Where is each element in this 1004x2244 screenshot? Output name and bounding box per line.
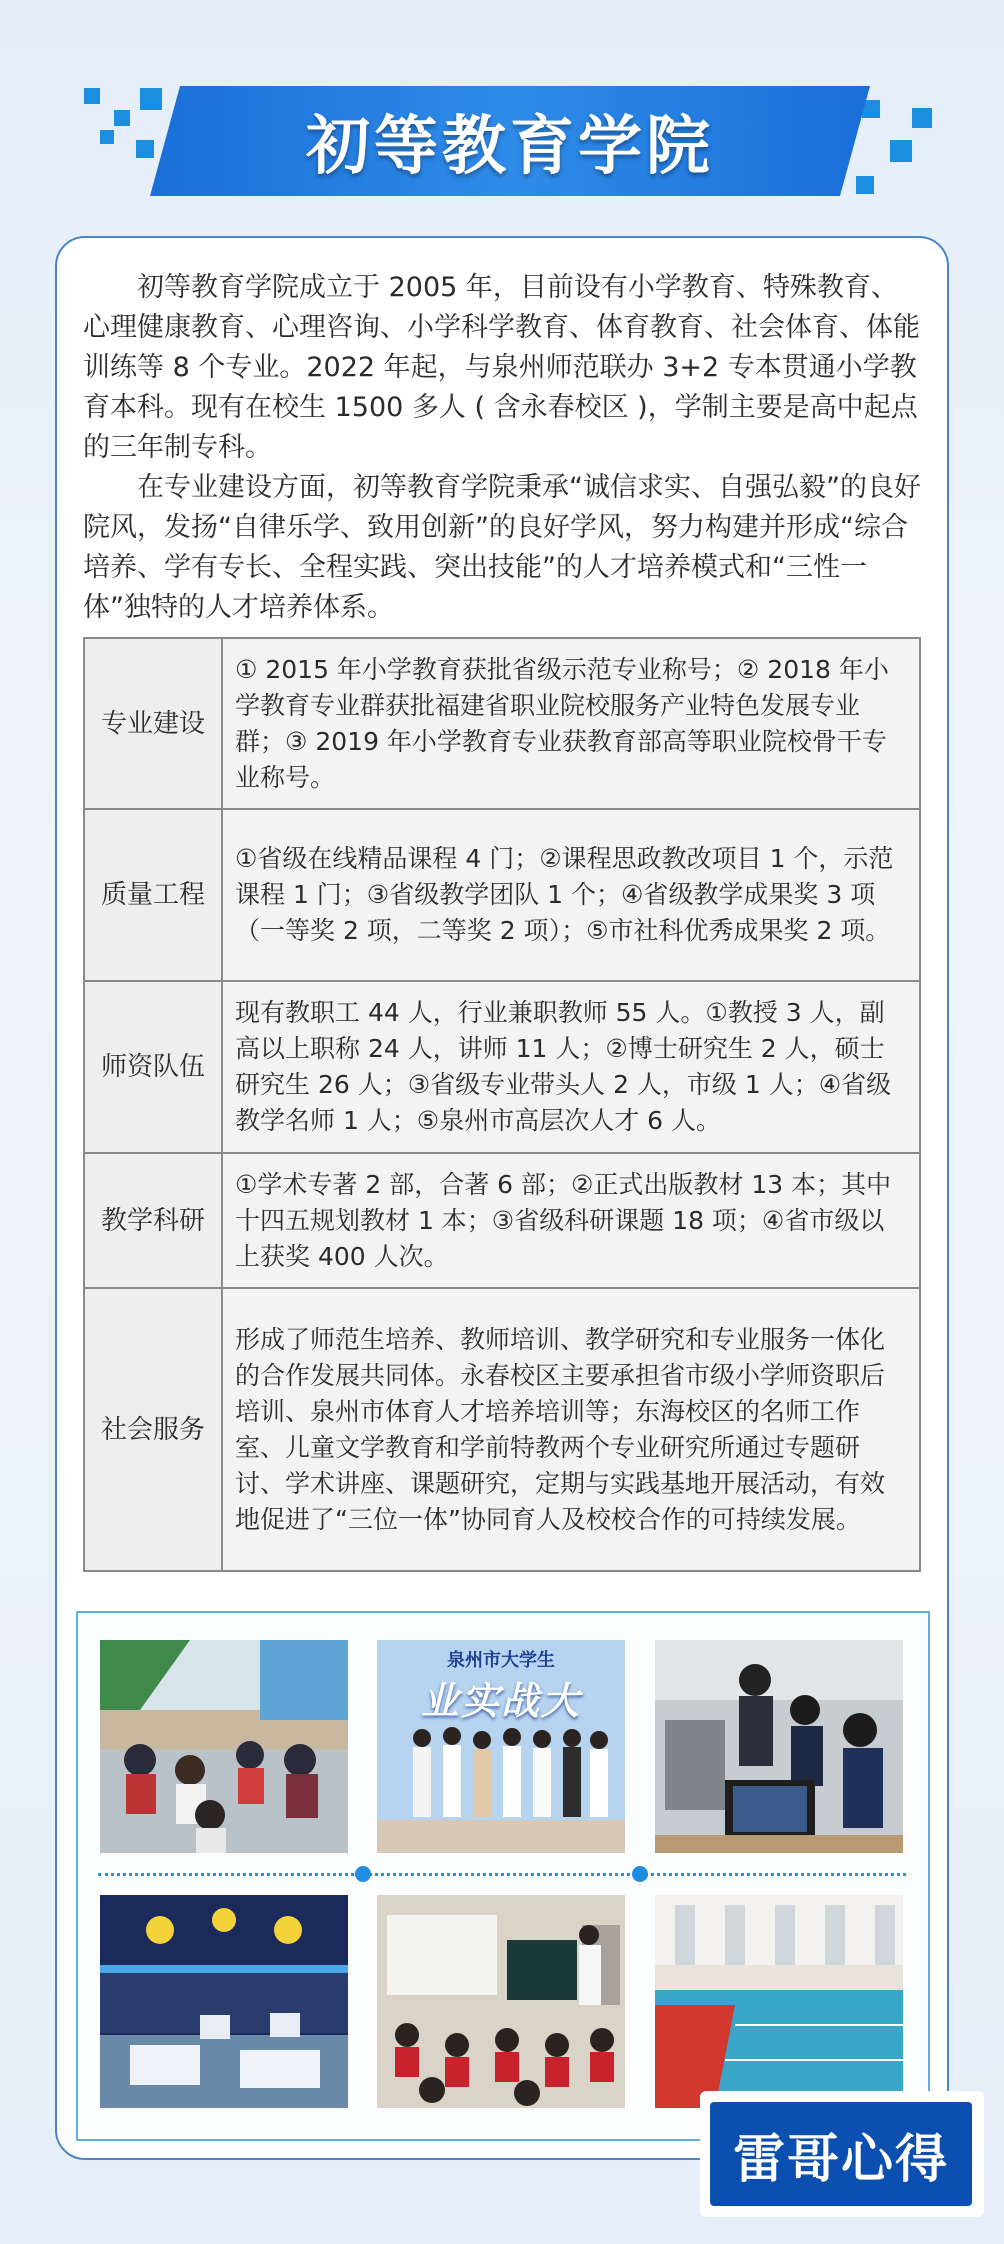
- intro-text: [83, 268, 923, 628]
- photo-swimming-pool: [655, 1895, 903, 2108]
- row-label: 教学科研: [84, 1153, 222, 1288]
- row-content: ①省级在线精品课程 4 门；②课程思政教改项目 1 个，示范课程 1 门；③省级教学团队 1 个；④省级教学成果奖 3 项（一等奖 2 项，二等奖 2 项）；⑤市社科优秀成果奖 2 项。: [222, 809, 920, 981]
- table-row: [84, 981, 920, 1153]
- row-content: 现有教职工 44 人，行业兼职教师 55 人。①教授 3 人，副高以上职称 24 人，讲师 11 人；②博士研究生 2 人，硕士研究生 26 人；③省级专业带头人 2 人，市级 1 人；④省级教学名师 1 人；⑤泉州市高层次人才 6 人。: [222, 981, 920, 1153]
- photo-divider: [98, 1873, 906, 1876]
- photo-banner-text-large: 业实战大: [420, 1679, 581, 1723]
- row-label: 专业建设: [84, 638, 222, 809]
- decor-square: [100, 130, 114, 144]
- photo-lab-computer: [655, 1640, 903, 1853]
- decor-square: [114, 110, 130, 126]
- divider-dot: [355, 1866, 371, 1882]
- photo-classroom-lecture: [377, 1895, 625, 2108]
- row-content: ① 2015 年小学教育获批省级示范专业称号；② 2018 年小学教育专业群获批福建省职业院校服务产业特色发展专业群；③ 2019 年小学教育专业获教育部高等职业院校骨干专业称号。: [222, 638, 920, 809]
- row-content: ①学术专著 2 部，合著 6 部；②正式出版教材 13 本；其中十四五规划教材 1 本；③省级科研课题 18 项；④省市级以上获奖 400 人次。: [222, 1153, 920, 1288]
- info-table: [83, 637, 921, 1572]
- photo-banner-text: 泉州市大学生: [447, 1650, 555, 1671]
- row-label: 社会服务: [84, 1288, 222, 1571]
- decor-square: [890, 140, 912, 162]
- page-title: 初等教育学院: [306, 110, 714, 184]
- photo-group-banner: [377, 1640, 625, 1853]
- intro-paragraph: 初等教育学院成立于 2005 年，目前设有小学教育、特殊教育、心理健康教育、心理咨询、小学科学教育、体育教育、社会体育、体能训练等 8 个专业。2022 年起，与泉州师范联办 3+2 专本贯通小学教育本科。现有在校生 1500 多人 ( 含永春校区 )，学制主要是高中起点的三年制专科。: [83, 272, 920, 463]
- row-label: 质量工程: [84, 809, 222, 981]
- watermark-logo: [710, 2102, 972, 2206]
- photo-classroom-circle: [100, 1640, 348, 1853]
- divider-dot: [632, 1866, 648, 1882]
- photo-tech-room: [100, 1895, 348, 2108]
- decor-square: [912, 108, 932, 128]
- table-row: [84, 1153, 920, 1288]
- decor-square: [84, 88, 100, 104]
- table-row: [84, 809, 920, 981]
- row-label: 师资队伍: [84, 981, 222, 1153]
- row-content: 形成了师范生培养、教师培训、教学研究和专业服务一体化的合作发展共同体。永春校区主要承担省市级小学师资职后培训、泉州市体育人才培养培训等；东海校区的名师工作室、儿童文学教育和学前特教两个专业研究所通过专题研讨、学术讲座、课题研究，定期与实践基地开展活动，有效地促进了“三位一体”协同育人及校校合作的可持续发展。: [222, 1288, 920, 1571]
- table-row: [84, 638, 920, 809]
- intro-paragraph: 在专业建设方面，初等教育学院秉承“诚信求实、自强弘毅”的良好院风，发扬“自律乐学、致用创新”的良好学风，努力构建并形成“综合培养、学有专长、全程实践、突出技能”的人才培养模式和“三性一体”独特的人才培养体系。: [83, 472, 921, 623]
- watermark-text: 雷哥心得: [732, 2129, 949, 2190]
- table-row: [84, 1288, 920, 1571]
